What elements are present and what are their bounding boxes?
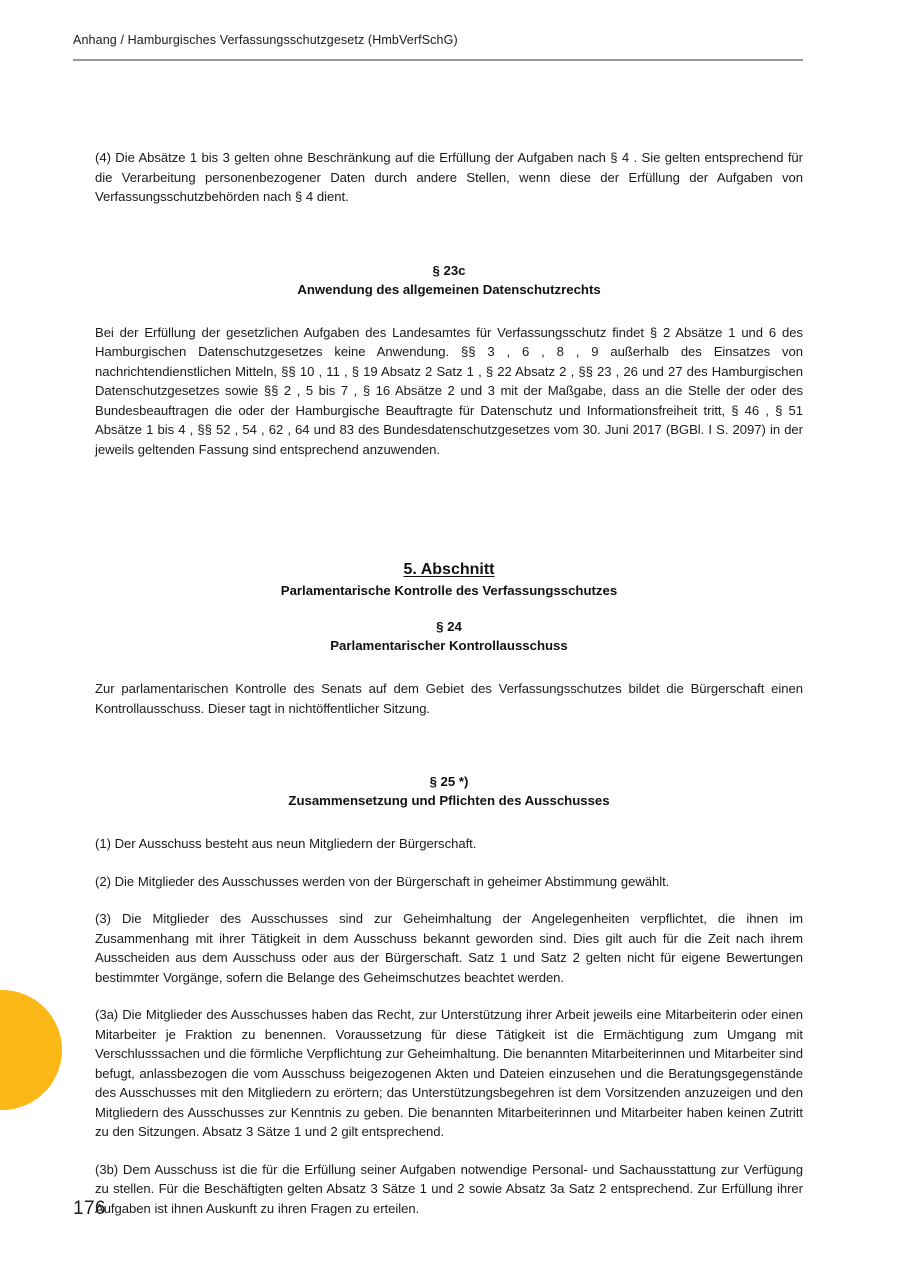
paragraph-24-body: Zur parlamentarischen Kontrolle des Senats auf dem Gebiet des Verfassungsschutzes bildet die Bürgerschaft einen Kontrollausschuss. Dieser tagt in nichtöffentlicher Sitzung. [95,681,803,716]
section-title-25: Zusammensetzung und Pflichten des Ausschusses [288,793,610,808]
paragraph-25-absatz-3b: (3b) Dem Ausschuss ist die für die Erfüllung seiner Aufgaben notwendige Personal- und Sachausstattung zur Verfügung zu stellen. Für die Beschäftigten gelten Absatz 3 Sätze 1 und 2 sowie Absatz 3a Satz 2 entsprechend. Zur Erfüllung ihrer Aufgaben ist ihnen Auskunft zu ihren Fragen zu erteilen. [95,1161,803,1216]
page-number: 176 [73,1198,106,1219]
header-title: Anhang / Hamburgisches Verfassungsschutzgesetz (HmbVerfSchG) [73,33,458,47]
heading-24 [95,617,803,655]
paragraph-25-absatz-2: (2) Die Mitglieder des Ausschusses werden von der Bürgerschaft in geheimer Abstimmung gewählt. [95,873,670,889]
paragraph-23b-absatz-4: (4) Die Absätze 1 bis 3 gelten ohne Beschränkung auf die Erfüllung der Aufgaben nach § 4 . Sie gelten entsprechend für die Verarbeitung personenbezogener Daten durch andere Stellen, wenn diese der Erfüllung der Aufgaben von Verfassungsschutzbehörden nach § 4 dient. [95,150,803,204]
page-content [95,148,803,1218]
decorative-accent-circle [0,990,62,1110]
paragraph-23c-body: Bei der Erfüllung der gesetzlichen Aufgaben des Landesamtes für Verfassungsschutz findet § 2 Absätze 1 und 6 des Hamburgischen Datenschutzgesetzes keine Anwendung. §§ 3 , 6 , 8 , 9 außerhalb des Einsatzes von nachrichtendienstlichen Mitteln, §§ 10 , 11 , § 19 Absatz 2 Satz 1 , § 22 Absatz 2 , §§ 23 , 26 und 27 des Hamburgischen Datenschutzgesetzes sowie §§ 2 , 5 bis 7 , § 16 Absätze 2 und 3 mit der Maßgabe, dass an die Stelle der oder des Bundesbeauftragen die oder der Hamburgische Beauftragte für Datenschutz und Informationsfreiheit tritt, § 46 , § 51 Absätze 1 bis 4 , §§ 52 , 54 , 62 , 64 und 83 des Bundesdatenschutzgesetzes vom 30. Juni 2017 (BGBl. I S. 2097) in der jeweils geltenden Fassung sind entsprechend anzuwenden. [95,324,803,457]
paragraph-25-absatz-3: (3) Die Mitglieder des Ausschusses sind zur Geheimhaltung der Angelegenheiten verpflichtet, die ihnen im Zusammenhang mit ihrer Tätigkeit in dem Ausschuss bekannt geworden sind. Dies gilt auch für die Zeit nach ihrem Ausscheiden aus dem Ausschuss oder aus der Bürgerschaft. Satz 1 und Satz 2 gelten nicht für eigene Bewertungen bestimmter Vorgänge, sofern die Belange des Geheimschutzes beachtet werden. [95,911,803,985]
spacer [95,655,803,679]
abschnitt-number-text: 5. Abschnitt [403,561,495,578]
paragraph-25-absatz-1: (1) Der Ausschuss besteht aus neun Mitgliedern der Bürgerschaft. [95,836,477,851]
spacer [95,810,803,834]
running-header [73,33,803,61]
header-divider [73,59,803,61]
abschnitt-number [95,559,803,581]
heading-abschnitt-5 [95,559,803,601]
spacer [95,738,803,772]
spacer [95,299,803,323]
spacer [95,525,803,559]
heading-25 [95,772,803,810]
spacer [95,227,803,261]
spacer [95,601,803,617]
spacer [95,479,803,525]
paragraph-25-absatz-3a: (3a) Die Mitglieder des Ausschusses haben das Recht, zur Unterstützung ihrer Arbeit jeweils eine Mitarbeiterin oder einen Mitarbeiter je Fraktion zu benennen. Voraussetzung für diese Tätigkeit ist die Ermächtigung zum Umgang mit Verschlusssachen und die förmliche Verpflichtung zur Geheimhaltung. Die benannten Mitarbeiterinnen und Mitarbeiter sind befugt, anlassbezogen die vom Ausschuss beigezogenen Akten und Dateien einzusehen und die Beratungsgegenstände des Ausschusses mit den Mitgliedern zu erörtern; das Unterstützungsbegehren ist dem Vorsitzenden anzuzeigen und den Mitgliedern des Ausschusses zur Kenntnis zu geben. Die benannten Mitarbeiterinnen und Mitarbeiter haben keinen Zutritt zu den Sitzungen. Absatz 3 Sätze 1 und 2 gilt entsprechend. [95,1007,804,1139]
section-number-24: § 24 [436,619,462,634]
section-number-23c: § 23c [432,262,466,278]
section-title-23c: Anwendung des allgemeinen Datenschutzrechts [297,281,601,297]
section-number-25: § 25 *) [429,774,469,789]
abschnitt-title: Parlamentarische Kontrolle des Verfassungsschutzes [280,583,618,598]
heading-23c [95,261,803,299]
section-title-24: Parlamentarischer Kontrollausschuss [330,638,568,653]
